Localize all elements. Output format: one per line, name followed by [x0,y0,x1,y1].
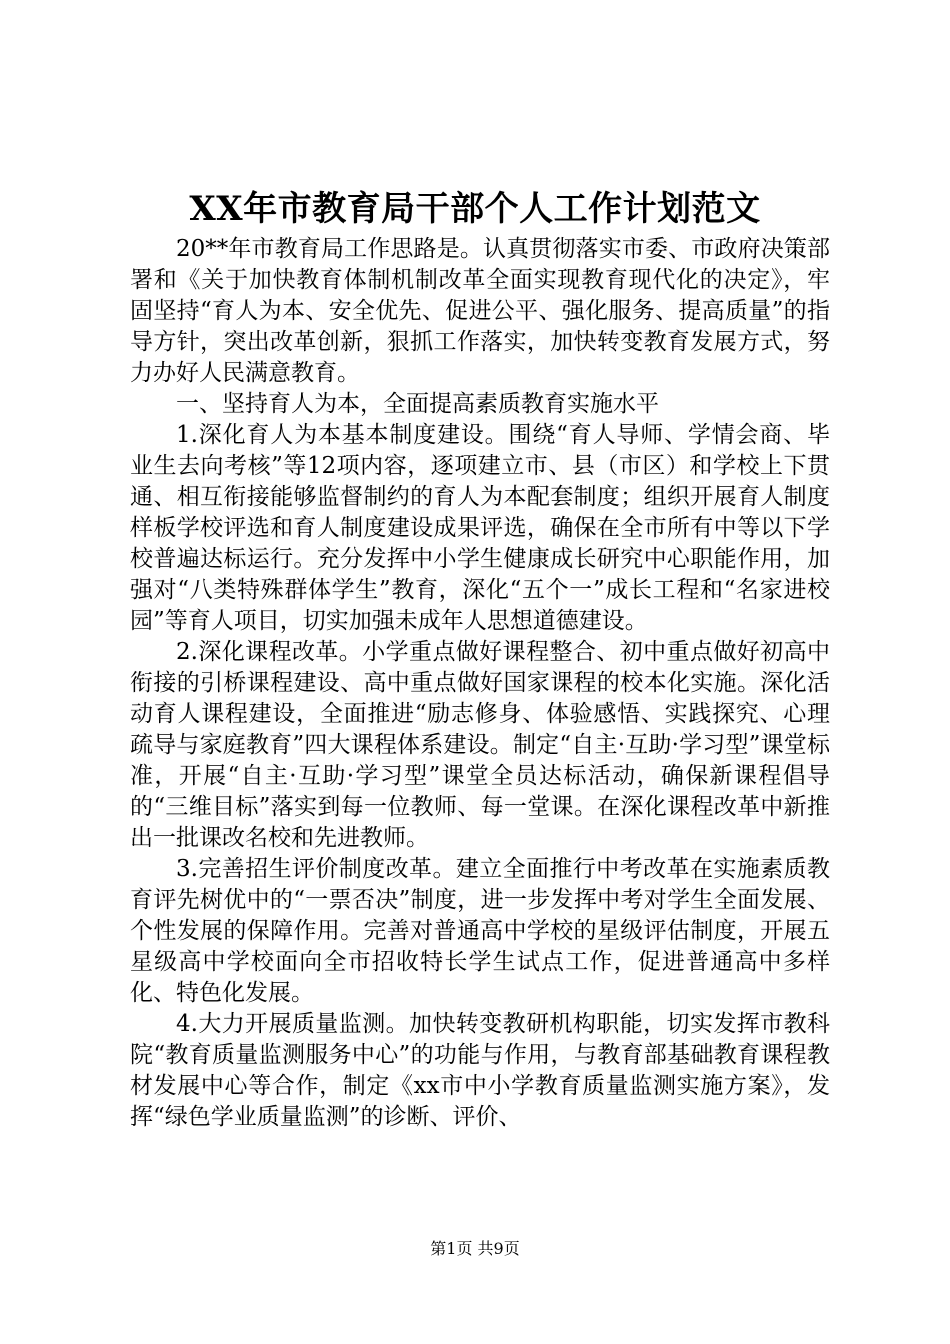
paragraph-item-1: 1.深化育人为本基本制度建设。围绕“育人导师、学情会商、毕业生去向考核”等12项内容，逐项建立市、县（市区）和学校上下贯通、相互衔接能够监督制约的育人为本配套制度；组织开展育人制度样板学校评选和育人制度建设成果评选，确保在全市所有中等以下学校普遍达标运行。充分发挥中小学生健康成长研究中心职能作用，加强对“八类特殊群体学生”教育，深化“五个一”成长工程和“名家进校园”等育人项目，切实加强未成年人思想道德建设。 [130,422,830,634]
paragraph-item-4: 4.大力开展质量监测。加快转变教研机构职能，切实发挥市教科院“教育质量监测服务中心”的功能与作用，与教育部基础教育课程教材发展中心等合作，制定《xx市中小学教育质量监测实施方案》，发挥“绿色学业质量监测”的诊断、评价、 [130,1011,830,1130]
paragraph-item-3: 3.完善招生评价制度改革。建立全面推行中考改革在实施素质教育评先树优中的“一票否决”制度，进一步发挥中考对学生全面发展、个性发展的保障作用。完善对普通高中学校的星级评估制度，开展五星级高中学校面向全市招收特长学生试点工作，促进普通高中多样化、特色化发展。 [130,856,830,1006]
paragraph-intro: 20**年市教育局工作思路是。认真贯彻落实市委、市政府决策部署和《关于加快教育体制机制改革全面实现教育现代化的决定》，牢固坚持“育人为本、安全优先、促进公平、强化服务、提高质量”的指导方针，突出改革创新，狠抓工作落实，加快转变教育发展方式，努力办好人民满意教育。 [130,236,830,386]
document-title: XX年市教育局干部个人工作计划范文 [189,189,761,229]
section-heading-1: 一、坚持育人为本，全面提高素质教育实施水平 [176,391,659,417]
paragraph-item-2: 2.深化课程改革。小学重点做好课程整合、初中重点做好初高中衔接的引桥课程建设、高中重点做好国家课程的校本化实施。深化活动育人课程建设，全面推进“励志修身、体验感悟、实践探究、心理疏导与家庭教育”四大课程体系建设。制定“自主·互助·学习型”课堂标准，开展“自主·互助·学习型”课堂全员达标活动，确保新课程倡导的“三维目标”落实到每一位教师、每一堂课。在深化课程改革中新推出一批课改名校和先进教师。 [130,639,830,851]
document-body [130,234,830,1133]
page-footer: 第1页 共9页 [430,1239,520,1258]
